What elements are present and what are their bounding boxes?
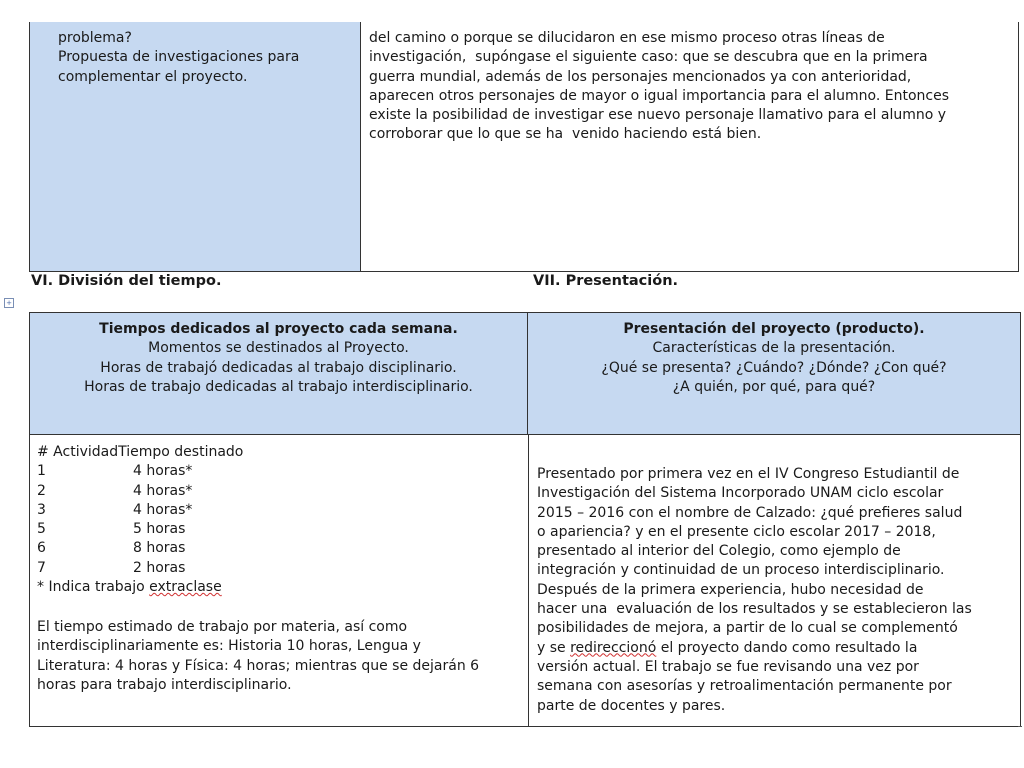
activity-row: [37, 539, 522, 558]
activity-time: 8 horas: [133, 540, 186, 557]
presentation-text: Presentado por primera vez en el IV Congreso Estudiantil de Investigación del Sistema Incorporado UNAM ciclo escolar 2015 – 2016 con el nombre de Calzado: ¿qué prefieres salud o apariencia? y en el presente ciclo escolar 2017 – 2018, presentado al interior del Colegio, como ejemplo de integración y continuidad de un proceso interdisciplinario. Después de la primera experiencia, hubo necesidad de hacer una evaluación de los resultados y se establecieron las posibilidades de mejora, a partir de lo cual se complementó y se: [537, 466, 972, 656]
activity-note-text: * Indica trabajo: [37, 579, 150, 596]
activity-time: 4 horas*: [133, 501, 193, 518]
activity-note-flagged-word[interactable]: extraclase: [149, 579, 222, 596]
activity-note: [37, 578, 522, 597]
top-left-cell: [30, 22, 361, 271]
activity-row: [37, 482, 522, 501]
estimate-text: El tiempo estimado de trabajo por materia, así como interdisciplinariamente es: Historia 10 horas, Lengua y Literatura: 4 horas y Física: 4 horas; mientras que se dejarán 6 horas para trabajo interdisciplinario.: [37, 619, 480, 693]
presentation-text: el proyecto dando como resultado la versión actual. El trabajo se fue revisando una vez por semana con asesorías y retroalimentación permanente por parte de docentes y pares.: [537, 639, 952, 714]
activities-list: [37, 443, 522, 597]
table-anchor-icon[interactable]: +: [4, 298, 14, 308]
activity-time: 4 horas*: [133, 482, 193, 499]
section-heading-presentation: VII. Presentación.: [533, 273, 679, 289]
activity-time-header: Tiempo destinado: [118, 444, 244, 460]
top-table: [29, 22, 1019, 272]
column-divider: [528, 435, 529, 726]
time-header-title: Tiempos dedicados al proyecto cada semana.: [99, 321, 458, 337]
activity-number: 1: [37, 463, 46, 480]
activity-number: 5: [37, 521, 46, 538]
time-header-line: Horas de trabajo dedicadas al trabajo interdisciplinario.: [84, 378, 473, 395]
page-edge-mark: [1018, 726, 1022, 727]
time-header-line: Horas de trabajó dedicadas al trabajo disciplinario.: [100, 359, 457, 376]
activity-row: [37, 501, 522, 520]
activity-number: 2: [37, 482, 46, 499]
activity-row: [37, 559, 522, 578]
presentation-header-line: ¿Qué se presenta? ¿Cuándo? ¿Dónde? ¿Con qué?: [601, 359, 947, 376]
presentation-header-line: ¿A quién, por qué, para qué?: [672, 378, 876, 395]
presentation-header-line: Características de la presentación.: [652, 340, 896, 357]
activity-number: 3: [37, 501, 46, 518]
activity-time: 4 horas*: [133, 463, 193, 480]
activities-header-row: [37, 443, 522, 462]
bottom-table: [29, 312, 1021, 727]
time-header-cell: [30, 313, 528, 435]
presentation-header-title: Presentación del proyecto (producto).: [623, 321, 925, 337]
activity-row: [37, 520, 522, 539]
top-left-text: problema? Propuesta de investigaciones para complementar el proyecto.: [58, 30, 300, 85]
time-header-line: Momentos se destinados al Proyecto.: [148, 340, 409, 357]
activity-number: 7: [37, 559, 46, 576]
activity-row: [37, 462, 522, 481]
activity-time: 2 horas: [133, 559, 186, 576]
activity-time: 5 horas: [133, 521, 186, 538]
top-right-text: del camino o porque se dilucidaron en ese mismo proceso otras líneas de investigación, supóngase el siguiente caso: que se descubra que en la primera guerra mundial, además de los personajes mencionados ya con anterioridad, aparecen otros personajes de mayor o igual importancia para el alumno. Entonces existe la posibilidad de investigar ese nuevo personaje llamativo para el alumno y corroborar que lo que se ha venido haciendo está bien.: [369, 30, 949, 143]
activity-number: 6: [37, 540, 46, 557]
presentation-flagged-word[interactable]: redireccionó: [570, 639, 657, 656]
presentation-body: [537, 465, 1015, 716]
presentation-header-cell: [528, 313, 1020, 435]
activity-number-header: # Actividad: [37, 444, 119, 460]
section-heading-time-division: VI. División del tiempo.: [31, 273, 222, 289]
